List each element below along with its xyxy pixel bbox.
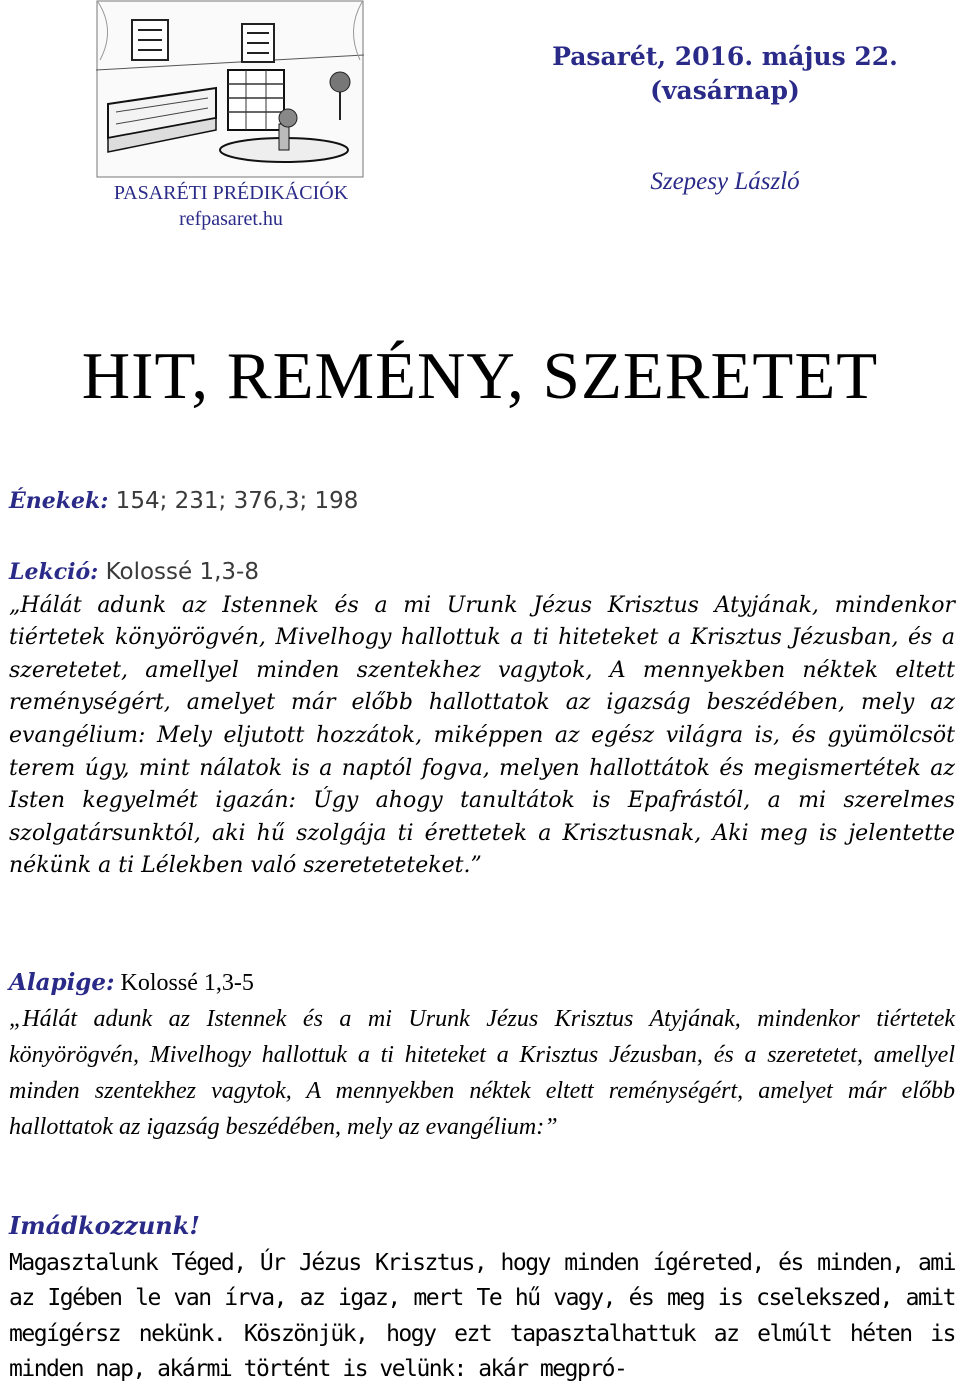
prayer-label: Imádkozzunk! xyxy=(9,1211,200,1240)
sermon-date: Pasarét, 2016. május 22. xyxy=(552,42,898,71)
base-verse-section xyxy=(9,965,955,1145)
sermon-day: (vasárnap) xyxy=(650,76,800,105)
prayer-text: Magasztalunk Téged, Úr Jézus Krisztus, hogy minden ígéreted, és minden, ami az Igében le van írva, az igaz, mert Te hű vagy, és meg is cselekszed, amit megígérsz nekünk. Köszönjük, hogy ezt tapasztalhattuk az elmúlt héten is minden nap, akármi történt is velünk: akár megpró- xyxy=(9,1249,955,1383)
lesson-text: „Hálát adunk az Istennek és a mi Urunk Jézus Krisztus Atyjának, mindenkor tiértetek könyörögvén, Mivelhogy hallottuk a ti hiteteket a Krisztus Jézusban, és a szeretetet, amellyel minden szentekhez vagytok, A mennyekben néktek eltett reménységért, amelyet már előbb hallottatok az igazság beszédében, mely az evangélium: Mely eljutott hozzátok, miképpen az egész világra is, és gyümölcsöt terem úgy, mint nálatok is a naptól fogva, melyen hallottátok és megismertétek az Isten kegyelmét igazán: Úgy ahogy tanultátok is Epafrástól, a mi szerelmes szolgatársunktól, aki hű szolgája ti érettetek a Krisztusnak, Aki meg is jelentette nékünk a ti Lélekben való szereteteteket.” xyxy=(9,592,955,879)
brand-block xyxy=(70,180,392,232)
hymns-line xyxy=(9,484,955,519)
base-verse-text: „Hálát adunk az Istennek és a mi Urunk Jézus Krisztus Atyjának, mindenkor tiértetek könyörögvén, Mivelhogy hallottuk a ti hiteteket a Krisztus Jézusban, és a szeretetet, amellyel minden szentekhez vagytok, A mennyekben néktek eltett reménységért, amelyet már előbb hallottatok az igazság beszédében, mely az evangélium:” xyxy=(9,1006,955,1140)
lesson-section xyxy=(9,556,955,883)
base-verse-reference: Kolossé 1,3-5 xyxy=(114,970,254,996)
sermon-title: HIT, REMÉNY, SZERETET xyxy=(81,339,879,413)
prayer-section xyxy=(9,1208,955,1388)
church-interior-illustration xyxy=(96,0,364,178)
sermon-date-block xyxy=(480,40,960,108)
base-verse-label: Alapige: xyxy=(9,969,115,996)
brand-url: refpasaret.hu xyxy=(179,208,283,230)
brand-name: PASARÉTI PRÉDIKÁCIÓK xyxy=(113,182,349,204)
lesson-reference: Kolossé 1,3-8 xyxy=(98,559,259,585)
hymns-label: Énekek: xyxy=(9,488,109,514)
sermon-author: Szepesy László xyxy=(650,168,800,195)
hymns-value: 154; 231; 376,3; 198 xyxy=(108,488,359,514)
lesson-label: Lekció: xyxy=(9,559,99,585)
